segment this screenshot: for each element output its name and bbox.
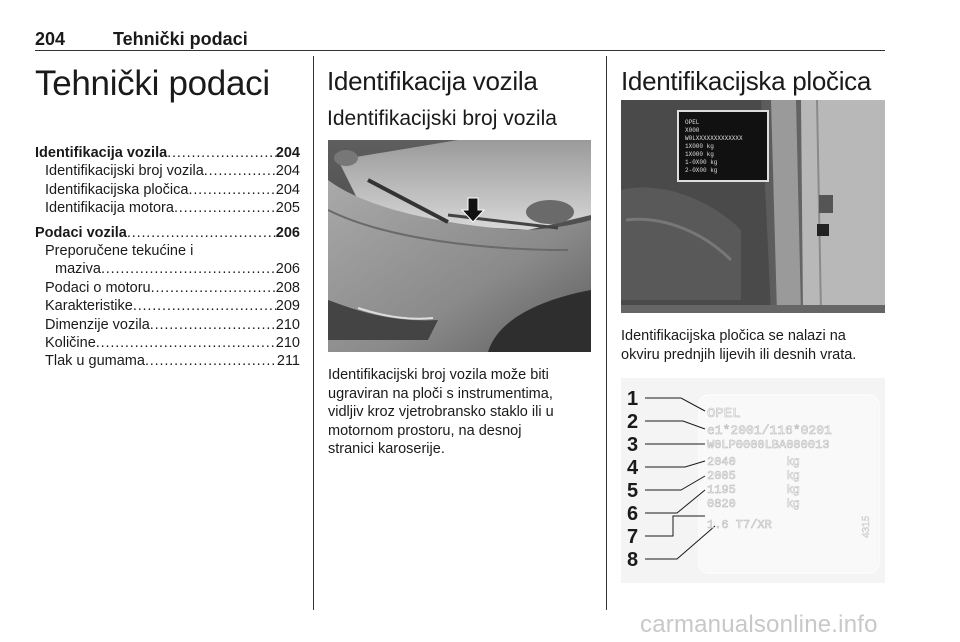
watermark: carmanualsonline.info [640,611,878,638]
toc-label: Identifikacija vozila [35,145,168,161]
text-line: vidljiv kroz vjetrobransko staklo ili u [328,404,554,420]
plate-diagram [621,378,885,583]
unit-label: kg [787,482,800,496]
table-of-contents [35,144,300,371]
plate-side-code: 4315 [861,515,872,538]
text-line: okviru prednjih lijevih ili desnih vrata. [621,346,857,363]
chapter-title: Tehnički podaci [35,64,270,103]
toc-leader [151,279,276,297]
plate-line-8: 1.6 T7/XR [707,518,772,532]
toc-page: 204 [275,145,300,161]
callout-2: 2 [627,411,639,433]
toc-page: 209 [275,298,300,315]
toc-leader [188,181,275,199]
toc-entry[interactable] [35,242,300,260]
toc-label: Podaci o motoru [45,279,151,296]
toc-entry[interactable] [35,316,300,334]
toc-page: 208 [275,279,300,296]
text-line: Identifikacijska pločica se nalazi na [621,328,846,344]
text-line: ugraviran na ploči s instrumentima, [328,385,553,402]
toc-leader [101,260,276,278]
toc-label: Dimenzije vozila [45,316,150,333]
svg-text:X000: X000 [685,127,700,134]
svg-text:OPEL: OPEL [685,119,700,126]
running-title: Tehnički podaci [113,29,248,49]
plate-line-1: OPEL [707,406,741,422]
header-rule [35,50,885,51]
callout-8: 8 [627,549,639,571]
toc-entry[interactable] [35,162,300,180]
toc-entry[interactable] [35,297,300,315]
toc-label: Identifikacijski broj vozila [45,163,204,180]
page-header [35,20,885,52]
plate-description [621,327,856,364]
toc-leader [167,144,276,162]
callout-7: 7 [627,526,639,548]
vin-description [328,366,554,459]
callout-4: 4 [627,457,639,479]
door-frame-photo [621,100,885,313]
toc-page: 210 [275,335,300,352]
toc-page: 204 [275,181,300,198]
car-illustration [328,140,591,352]
toc-label: Podaci vozila [35,224,127,241]
svg-text:W0LXXXXXXXXXXXXX: W0LXXXXXXXXXXXXX [685,135,743,142]
toc-label: Identifikacija motora [45,200,174,217]
plate-line-2: e1*2001/116*0201 [707,423,832,438]
svg-text:1X000 kg: 1X000 kg [685,143,714,150]
section-heading-plate: Identifikacijska pločica [621,66,872,96]
toc-page: 210 [275,316,300,333]
door-frame-illustration [621,100,885,313]
toc-leader [133,297,276,315]
toc-page: 211 [276,353,300,370]
toc-leader [174,199,276,217]
toc-entry[interactable] [35,199,300,217]
page-number: 204 [35,29,66,49]
callout-3: 3 [627,434,639,456]
svg-text:2-0X00 kg: 2-0X00 kg [685,167,718,174]
toc-leader [145,352,277,370]
unit-label: kg [787,496,800,510]
toc-leader [150,316,276,334]
toc-label: Identifikacijska pločica [45,181,189,198]
callout-1: 1 [627,388,639,410]
unit-label: kg [787,454,800,468]
text-line: Identifikacijski broj vozila može biti [328,367,549,383]
toc-label: Tlak u gumama [45,353,145,370]
text-line: motornom prostoru, na desnoj [328,422,522,439]
callout-6: 6 [627,503,639,525]
toc-entry[interactable] [35,334,300,352]
toc-label: Količine [45,335,96,352]
callout-5: 5 [627,480,639,502]
toc-page: 205 [275,200,300,217]
toc-label: maziva [55,261,101,278]
car-vin-photo [328,140,591,352]
toc-entry[interactable] [35,144,300,162]
plate-line-6: 1195 [707,483,736,497]
toc-entry[interactable] [35,279,300,297]
toc-leader [96,334,276,352]
toc-entry[interactable] [35,181,300,199]
toc-page: 204 [275,163,300,180]
column-divider-1 [313,56,314,610]
plate-line-3: W0LP0000LBA000013 [707,438,830,452]
toc-entry[interactable] [35,224,300,242]
toc-page: 206 [275,224,300,241]
toc-label: Preporučene tekućine i [45,243,194,260]
svg-text:1X000 kg: 1X000 kg [685,151,714,158]
plate-line-4: 2040 [707,455,736,469]
toc-leader [204,162,276,180]
toc-label: Karakteristike [45,298,133,315]
section-heading: Identifikacija vozila [327,66,538,96]
svg-text:1-0X00 kg: 1-0X00 kg [685,159,718,166]
subsection-heading: Identifikacijski broj vozila [327,107,557,130]
plate-line-5: 2005 [707,469,736,483]
toc-entry[interactable] [35,260,300,278]
text-line: stranici karoserije. [328,441,445,457]
plate-svg [621,378,885,583]
toc-page: 206 [275,261,300,278]
toc-leader [127,224,276,242]
column-divider-2 [606,56,607,610]
toc-entry[interactable] [35,352,300,370]
unit-label: kg [787,468,800,482]
plate-line-7: 0820 [707,497,736,511]
